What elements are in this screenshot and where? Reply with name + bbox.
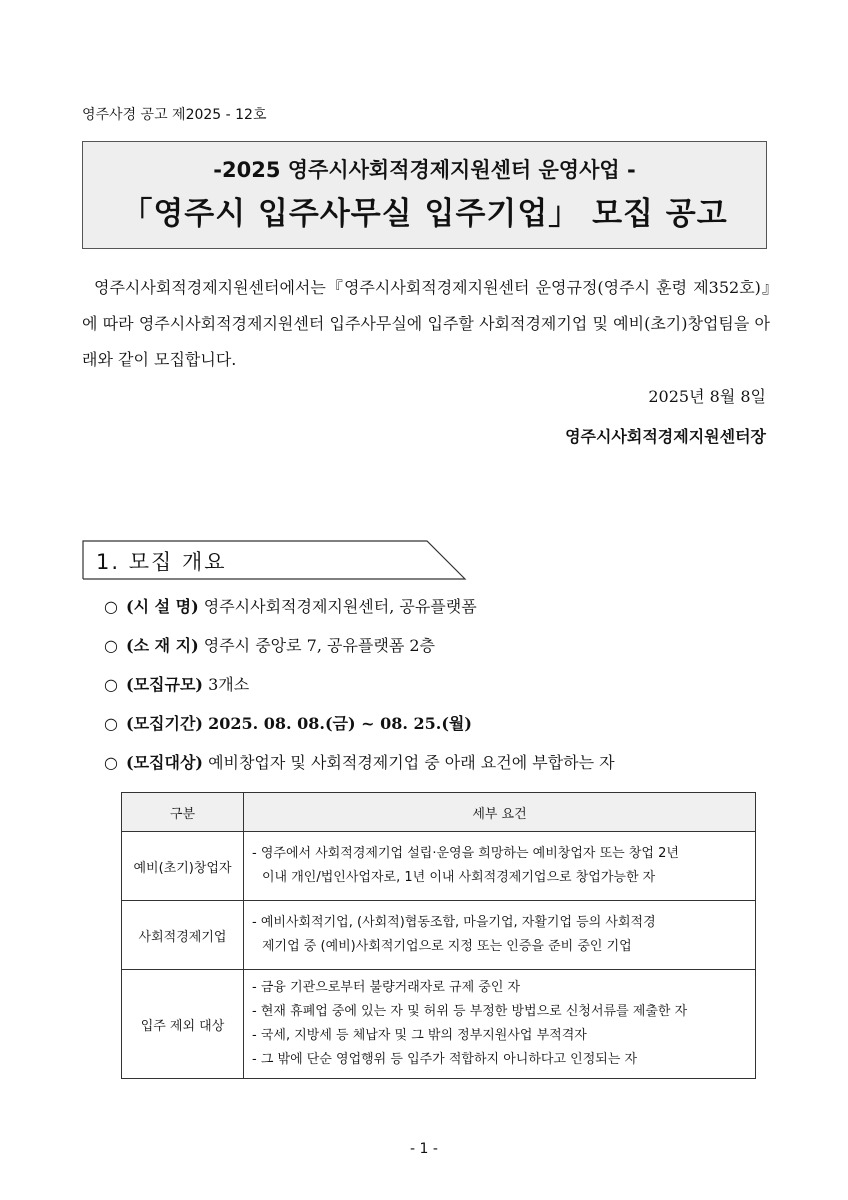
page-number: - 1 - bbox=[410, 1141, 438, 1157]
detail-line: 이내 개인/법인사업자로, 1년 이내 사회적경제기업으로 창업가능한 자 bbox=[262, 870, 656, 885]
table-row bbox=[122, 832, 756, 901]
section-title: 1. 모집 개요 bbox=[96, 550, 227, 574]
table-row bbox=[122, 970, 756, 1079]
list-item bbox=[104, 711, 615, 750]
table-cell-category: 사회적경제기업 bbox=[122, 901, 244, 970]
detail-line: - 현재 휴폐업 중에 있는 자 및 허위 등 부정한 방법으로 신청서류를 제출한 자 bbox=[252, 1004, 688, 1019]
intro-paragraph: 영주시사회적경제지원센터에서는『영주시사회적경제지원센터 운영규정(영주시 훈령 제352호)』에 따라 영주시사회적경제지원센터 입주사무실에 입주할 사회적경제기업 및 예비(초기)창업팀을 아래와 같이 모집합니다. bbox=[82, 278, 770, 369]
table-cell-category: 입주 제외 대상 bbox=[122, 970, 244, 1079]
table-cell-category: 예비(초기)창업자 bbox=[122, 832, 244, 901]
item-label: (모집규모) bbox=[126, 675, 203, 694]
requirements-table bbox=[121, 792, 756, 1079]
table-header-category: 구분 bbox=[122, 793, 244, 832]
notice-number: 영주사경 공고 제2025 - 12호 bbox=[82, 107, 267, 123]
item-value: 영주시사회적경제지원센터, 공유플랫폼 bbox=[203, 597, 477, 616]
item-value: 3개소 bbox=[208, 675, 250, 694]
table-cell-detail bbox=[244, 901, 756, 970]
table-row bbox=[122, 901, 756, 970]
item-value: 영주시 중앙로 7, 공유플랫폼 2층 bbox=[203, 636, 436, 655]
table-header-row bbox=[122, 793, 756, 832]
detail-line: - 그 밖에 단순 영업행위 등 입주가 적합하지 아니하다고 인정되는 자 bbox=[252, 1052, 638, 1067]
list-item bbox=[104, 750, 615, 789]
item-label: (소 재 지) bbox=[126, 636, 199, 655]
detail-line: - 영주에서 사회적경제기업 설립·운영을 희망하는 예비창업자 또는 창업 2년 bbox=[252, 846, 679, 861]
title-box bbox=[82, 141, 767, 249]
section-heading bbox=[82, 540, 467, 580]
circle-bullet-icon: ○ bbox=[104, 597, 118, 616]
title-subtitle: -2025 영주시사회적경제지원센터 운영사업 - bbox=[213, 158, 636, 182]
table-cell-detail bbox=[244, 832, 756, 901]
circle-bullet-icon: ○ bbox=[104, 636, 118, 655]
table-header-detail: 세부 요건 bbox=[244, 793, 756, 832]
detail-line: - 금융 기관으로부터 불량거래자로 규제 중인 자 bbox=[252, 980, 521, 995]
list-item bbox=[104, 633, 615, 672]
detail-line: 제기업 중 (예비)사회적기업으로 지정 또는 인증을 준비 중인 기업 bbox=[262, 939, 632, 954]
circle-bullet-icon: ○ bbox=[104, 753, 118, 772]
page-title: 「영주시 입주사무실 입주기업」 모집 공고 bbox=[121, 196, 728, 232]
signer: 영주시사회적경제지원센터장 bbox=[565, 427, 766, 446]
notice-date: 2025년 8월 8일 bbox=[648, 387, 766, 406]
list-item bbox=[104, 672, 615, 711]
detail-line: - 예비사회적기업, (사회적)협동조합, 마을기업, 자활기업 등의 사회적경 bbox=[252, 915, 656, 930]
item-label: (모집대상) bbox=[126, 753, 203, 772]
list-item bbox=[104, 594, 615, 633]
overview-list bbox=[104, 594, 615, 789]
detail-line: - 국세, 지방세 등 체납자 및 그 밖의 정부지원사업 부적격자 bbox=[252, 1028, 587, 1043]
item-value: 예비창업자 및 사회적경제기업 중 아래 요건에 부합하는 자 bbox=[208, 753, 615, 772]
circle-bullet-icon: ○ bbox=[104, 714, 118, 733]
item-value: 2025. 08. 08.(금) ~ 08. 25.(월) bbox=[208, 714, 472, 733]
item-label: (모집기간) bbox=[126, 714, 203, 733]
table-cell-detail bbox=[244, 970, 756, 1079]
item-label: (시 설 명) bbox=[126, 597, 199, 616]
circle-bullet-icon: ○ bbox=[104, 675, 118, 694]
